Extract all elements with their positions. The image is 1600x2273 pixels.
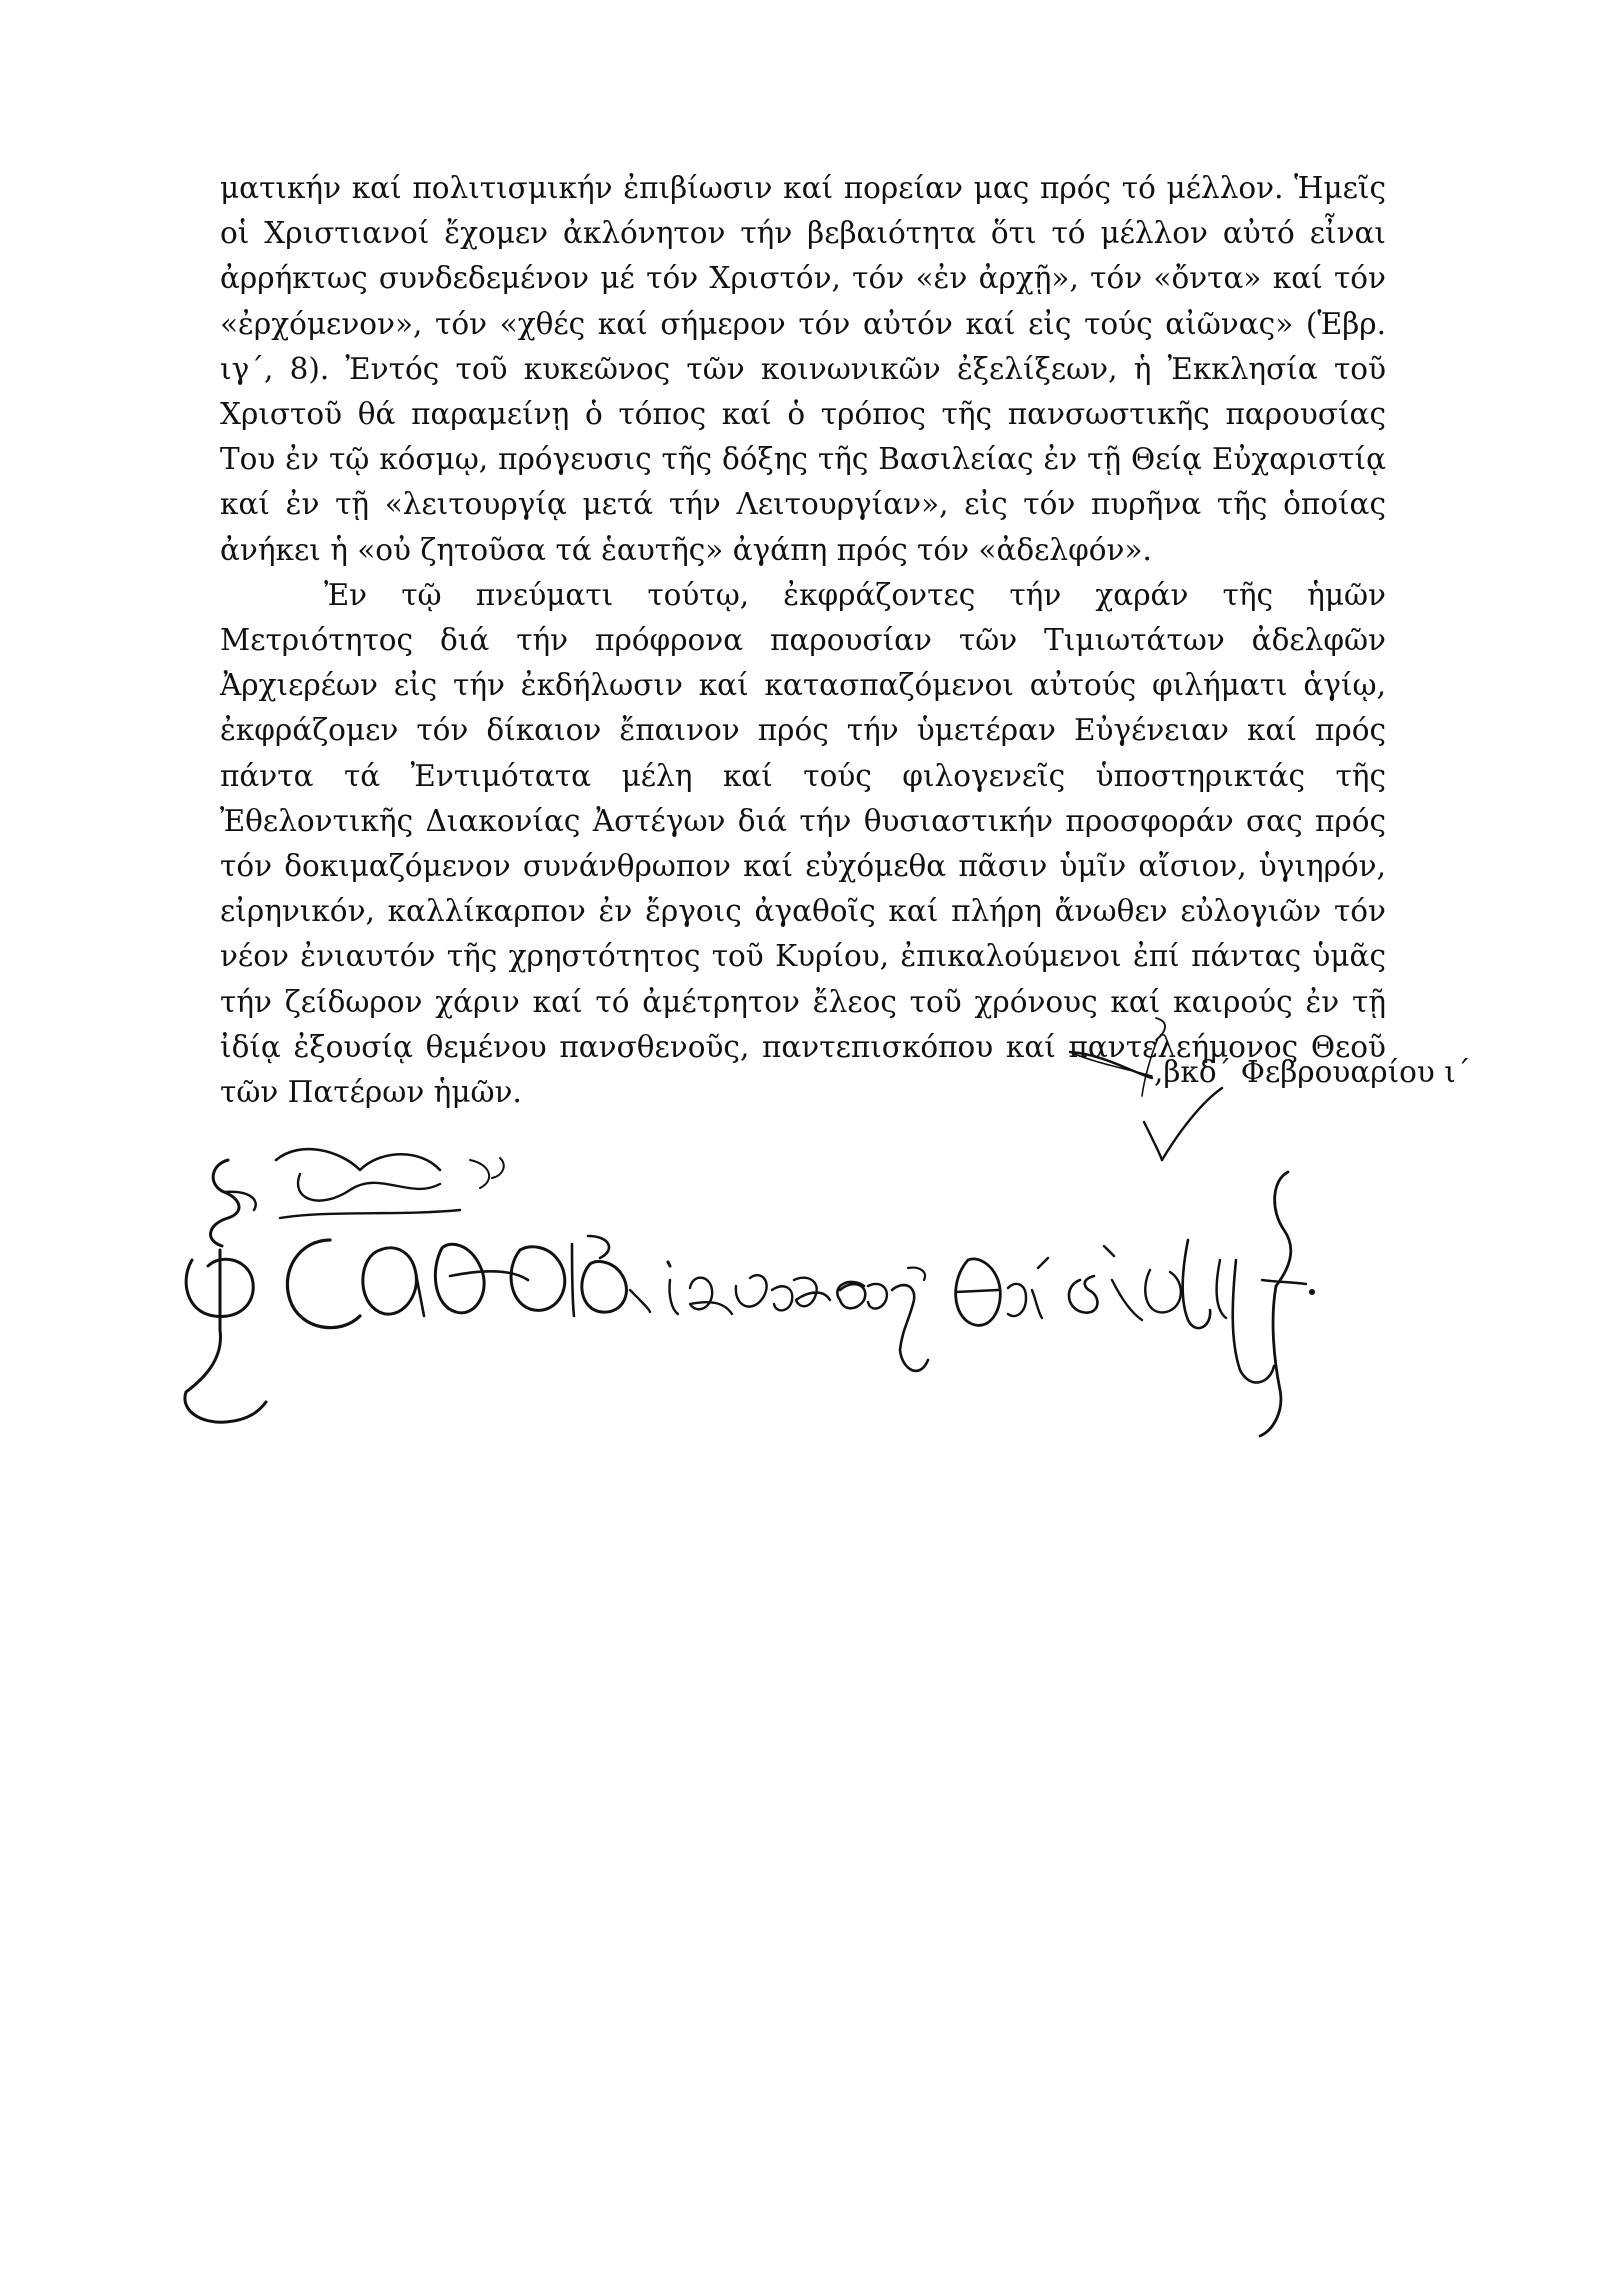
paragraph-2: Ἐν τῷ πνεύματι τούτῳ, ἐκφράζοντες τήν χαράν τῆς ἡμῶν Μετριότητος διά τήν πρόφρονα παρουσίαν τῶν Τιμιωτάτων ἀδελφῶν Ἀρχιερέων εἰς τήν ἐκδήλωσιν καί κατασπαζόμενοι αὐτούς φιλήματι ἁγίῳ, ἐκφράζομεν τόν δίκαιον ἔπαινον πρός τήν ὑμετέραν Εὐγένειαν καί πρός πάντα τά Ἐντιμότατα μέλη καί τούς φιλογενεῖς ὑποστηρικτάς τῆς Ἐθελοντικῆς Διακονίας Ἀστέγων διά τήν θυσιαστικήν προσφοράν σας πρός τόν δοκιμαζόμενον συνάνθρωπον καί εὐχόμεθα πᾶσιν ὑμῖν αἴσιον, ὑγιηρόν, εἰρηνικόν, καλλίκαρπον ἐν ἔργοις ἀγαθοῖς καί πλήρη ἄνωθεν εὐλογιῶν τόν νέον ἐνιαυτόν τῆς χρηστότητος τοῦ Κυρίου, ἐπικαλούμενοι ἐπί πάντας ὑμᾶς τήν ζείδωρον χάριν καί τό ἀμέτρητον ἔλεος τοῦ χρόνους καί καιρούς ἐν τῇ ἰδίᾳ ἐξουσίᾳ θεμένου πανσθενοῦς, παντεπισκόπου καί παντελεήμονος Θεοῦ τῶν Πατέρων ἡμῶν. [220,577,1386,1110]
date-line: ,βκδ΄ Φεβρουαρίου ι΄ [1154,1055,1471,1089]
patriarch-signature [180,1140,1320,1450]
letter-body [220,166,1386,1115]
paragraph-1: ματικήν καί πολιτισμικήν ἐπιβίωσιν καί πορείαν μας πρός τό μέλλον. Ἡμεῖς οἱ Χριστιανοί ἔχομεν ἀκλόνητον τήν βεβαιότητα ὅτι τό μέλλον αὐτό εἶναι ἀρρήκτως συνδεδεμένον μέ τόν Χριστόν, τόν «ἐν ἀρχῇ», τόν «ὄντα» καί τόν «ἐρχόμενον», τόν «χθές καί σήμερον τόν αὐτόν καί εἰς τούς αἰῶνας» (Ἑβρ. ιγ΄, 8). Ἐντός τοῦ κυκεῶνος τῶν κοινωνικῶν ἐξελίξεων, ἡ Ἐκκλησία τοῦ Χριστοῦ θά παραμείνῃ ὁ τόπος καί ὁ τρόπος τῆς πανσωστικῆς παρουσίας Του ἐν τῷ κόσμῳ, πρόγευσις τῆς δόξης τῆς Βασιλείας ἐν τῇ Θείᾳ Εὐχαριστίᾳ καί ἐν τῇ «λειτουργίᾳ μετά τήν Λειτουργίαν», εἰς τόν πυρῆνα τῆς ὁποίας ἀνήκει ἡ «οὐ ζητοῦσα τά ἑαυτῆς» ἀγάπη πρός τόν «ἀδελφόν». [220,171,1386,567]
